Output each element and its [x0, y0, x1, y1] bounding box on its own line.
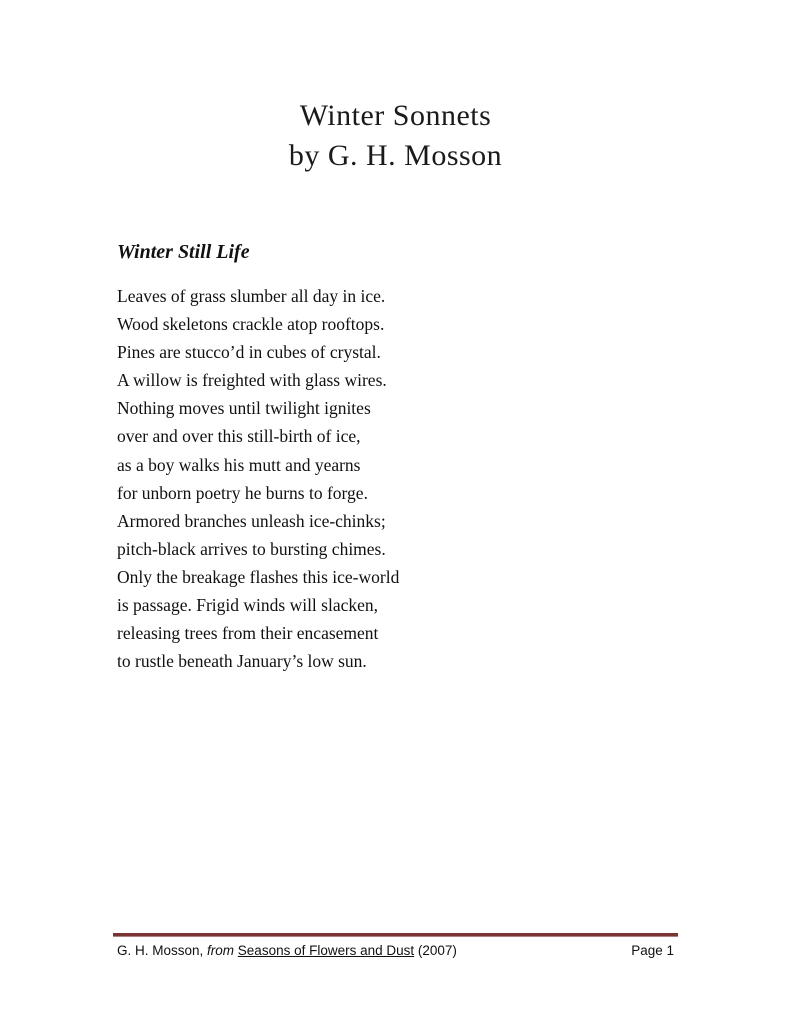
poem-line: over and over this still-birth of ice,: [117, 426, 361, 447]
poem-line: Nothing moves until twilight ignites: [117, 398, 371, 419]
poem-line: pitch-black arrives to bursting chimes.: [117, 538, 386, 559]
poem-title: Winter Still Life: [117, 241, 250, 263]
page-number: Page 1: [631, 943, 674, 958]
poem-line: for unborn poetry he burns to forge.: [117, 482, 368, 503]
footer-year: (2007): [414, 943, 457, 958]
footer-citation: [117, 942, 457, 960]
document-byline: by G. H. Mosson: [288, 139, 503, 172]
footer-author: G. H. Mosson,: [117, 943, 208, 958]
footer-book-title: Seasons of Flowers and Dust: [237, 943, 415, 958]
poem-line: Leaves of grass slumber all day in ice.: [117, 286, 386, 306]
document-header: [0, 96, 791, 176]
poem-line: A willow is freighted with glass wires.: [117, 370, 387, 391]
poem-line: Wood skeletons crackle atop rooftops.: [117, 314, 385, 335]
poem-line: as a boy walks his mutt and yearns: [117, 454, 361, 475]
poem-body: [117, 282, 399, 675]
poem-line: is passage. Frigid winds will slacken,: [117, 595, 379, 616]
poem-line: releasing trees from their encasement: [117, 623, 379, 644]
footer-from: from: [207, 943, 235, 958]
poem-line: to rustle beneath January’s low sun.: [117, 651, 367, 672]
poem-line: Armored branches unleash ice-chinks;: [117, 510, 386, 531]
document-title: Winter Sonnets: [299, 99, 492, 132]
poem-line: Pines are stucco’d in cubes of crystal.: [117, 342, 381, 363]
poem-line: Only the breakage flashes this ice-world: [117, 566, 400, 587]
footer-divider: [113, 933, 678, 937]
